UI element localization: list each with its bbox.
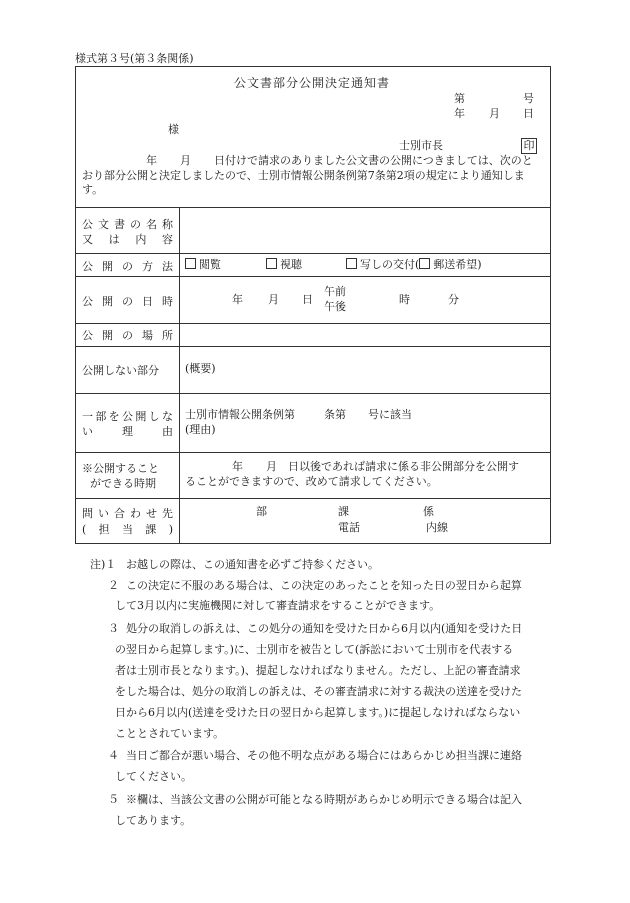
note-4-number: ４ — [108, 749, 119, 762]
note-3: 日から6月以内(送達を受けた日の翌日から起算します。)に提起しなければならない — [115, 706, 521, 719]
place-label: 公開の場所 — [82, 329, 173, 342]
rule — [76, 346, 550, 347]
note-3: 者は士別市長となります。)、提起しなければなりません。ただし、上記の審査請求 — [115, 664, 521, 677]
dt-year: 年 — [232, 293, 243, 306]
method-option-view[interactable]: 閲覧 — [185, 258, 221, 272]
form-box — [75, 66, 551, 544]
body-line3: す。 — [82, 183, 104, 196]
note-5: してあります。 — [115, 814, 192, 827]
contact-label: (担当課) — [82, 523, 173, 536]
rule — [76, 207, 550, 208]
number-suffix: 号 — [523, 92, 534, 105]
dt-hour: 時 — [399, 293, 410, 306]
checkbox-icon — [185, 258, 196, 269]
addressee-suffix: 様 — [168, 123, 179, 136]
checkbox-icon — [346, 258, 357, 269]
body-line2: おり部分公開と決定しましたので、士別市情報公開条例第7条第2項の規定により通知しま — [82, 169, 525, 182]
future-year: 年 — [232, 460, 243, 473]
note-4: 当日ご都合が悪い場合、その他不明な点がある場合にはあらかじめ担当課に連絡 — [126, 749, 522, 762]
issuer: 士別市長 — [399, 139, 443, 152]
note-2: して3月以内に実施機関に対して審査請求をすることができます。 — [115, 599, 441, 612]
seal-stamp: 印 — [521, 138, 537, 154]
reason-section: 条第 — [324, 408, 346, 421]
number-prefix: 第 — [454, 92, 465, 105]
note-3-number: ３ — [108, 622, 119, 635]
note-5-number: ５ — [108, 793, 119, 806]
datetime-label: 公開の日時 — [82, 295, 173, 308]
body-line1: 日付けで請求のありました公文書の公開につきましては、次のと — [214, 154, 533, 167]
contact-section: 課 — [338, 505, 349, 518]
body-month: 月 — [180, 154, 191, 167]
note-3: 処分の取消しの訴えは、この処分の通知を受けた日から6月以内(通知を受けた日 — [126, 622, 523, 635]
checkbox-icon — [266, 258, 277, 269]
dt-am: 午前 — [324, 285, 346, 298]
rule — [76, 393, 550, 394]
reason-item: 号に該当 — [368, 408, 412, 421]
note-3: をした場合は、処分の取消しの訴えは、その審査請求に対する裁決の送達を受けた — [115, 685, 522, 698]
reason-article: 士別市情報公開条例第 — [185, 408, 295, 421]
rule — [76, 253, 550, 254]
future-label: ※公開すること — [82, 462, 159, 475]
note-3: の翌日から起算します。)に、士別市を被告として(訴訟において士別市を代表する — [115, 643, 514, 656]
notes-prefix: 注)１ — [90, 558, 117, 571]
dt-pm: 午後 — [324, 300, 346, 313]
document-name-label: 公文書の名称 — [82, 218, 173, 231]
note-4: してください。 — [115, 770, 192, 783]
contact-ext: 内線 — [426, 521, 448, 534]
rule — [76, 498, 550, 499]
date-day: 日 — [523, 107, 534, 120]
note-5: ※欄は、当該公文書の公開が可能となる時期があらかじめ明示できる場合は記入 — [126, 793, 522, 806]
nondisclosed-label: 公開しない部分 — [82, 364, 159, 377]
document-name-field[interactable] — [184, 224, 544, 238]
future-text: ることができますので、改めて請求してください。 — [185, 475, 438, 488]
form-label: 様式第３号(第３条関係) — [75, 52, 194, 65]
method-label: 公開の方法 — [82, 260, 173, 273]
date-year: 年 — [454, 107, 465, 120]
note-2-number: ２ — [108, 579, 119, 592]
contact-phone: 電話 — [338, 521, 360, 534]
checkbox-icon — [419, 258, 430, 269]
note-3: こととされています。 — [115, 727, 225, 740]
contact-dept: 部 — [256, 505, 267, 518]
method-option-copy[interactable]: 写しの交付( 郵送希望) — [346, 258, 482, 272]
note-1: お越しの際は、この通知書を必ずご持参ください。 — [126, 558, 379, 571]
document-name-label: 又は内容 — [82, 233, 173, 246]
rule — [76, 452, 550, 453]
contact-unit: 係 — [423, 505, 434, 518]
future-month: 月 — [266, 460, 277, 473]
dt-month: 月 — [268, 293, 279, 306]
rule — [76, 323, 550, 324]
dt-day: 日 — [302, 293, 313, 306]
column-divider — [179, 207, 180, 543]
note-2: この決定に不服のある場合は、この決定のあったことを知った日の翌日から起算 — [126, 579, 522, 592]
contact-label: 問い合わせ先 — [82, 507, 173, 520]
body-year: 年 — [146, 154, 157, 167]
reason-text: (理由) — [185, 423, 216, 436]
dt-minute: 分 — [448, 293, 459, 306]
form-title: 公文書部分公開決定通知書 — [234, 76, 391, 90]
date-month: 月 — [489, 107, 500, 120]
method-option-listen[interactable]: 視聴 — [266, 258, 302, 272]
nondisclosed-value: (概要) — [185, 362, 216, 375]
reason-label: い理由 — [82, 425, 173, 438]
future-label: ができる時期 — [90, 477, 156, 490]
rule — [76, 276, 550, 277]
reason-label: 一部を公開しな — [82, 410, 173, 423]
future-text: 日以後であれば請求に係る非公開部分を公開す — [288, 460, 519, 473]
